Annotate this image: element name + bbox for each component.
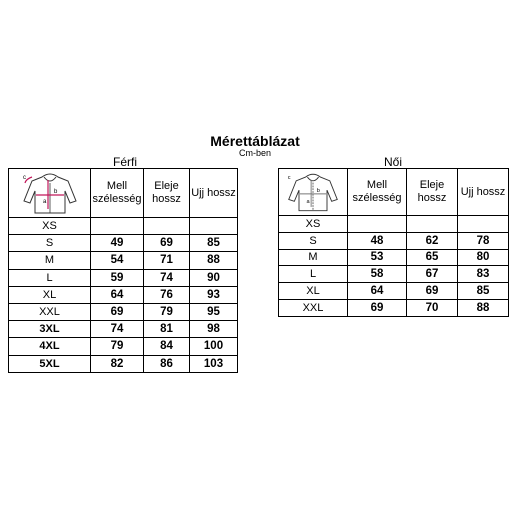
table-row xyxy=(279,216,509,233)
size-cell: XS xyxy=(279,216,348,233)
value-cell: 93 xyxy=(190,286,238,303)
chart-subtitle: Cm-ben xyxy=(238,148,271,158)
value-cell xyxy=(458,216,509,233)
table-row xyxy=(279,283,509,300)
value-cell: 69 xyxy=(144,235,190,252)
value-cell: 69 xyxy=(91,303,144,320)
table-row xyxy=(9,286,238,303)
value-cell: 70 xyxy=(407,299,458,316)
value-cell: 103 xyxy=(190,355,238,372)
men-section-label: Férfi xyxy=(113,155,137,169)
value-cell: 64 xyxy=(348,283,407,300)
diagram-letter-b: b xyxy=(53,189,57,195)
table-row xyxy=(9,252,238,269)
women-section-label: Női xyxy=(383,155,402,169)
value-cell: 65 xyxy=(407,249,458,266)
value-cell: 53 xyxy=(348,249,407,266)
value-cell: 98 xyxy=(190,321,238,338)
table-row xyxy=(9,338,238,355)
value-cell: 82 xyxy=(91,355,144,372)
size-cell: S xyxy=(279,232,348,249)
table-row xyxy=(9,355,238,372)
men-header-chest: Mell szélesség xyxy=(91,169,144,218)
table-row xyxy=(279,232,509,249)
size-cell: XL xyxy=(279,283,348,300)
value-cell: 84 xyxy=(144,338,190,355)
value-cell: 81 xyxy=(144,321,190,338)
women-header-length: Eleje hossz xyxy=(407,169,458,216)
diagram-letter-b: b xyxy=(316,188,320,194)
value-cell: 69 xyxy=(348,299,407,316)
value-cell: 59 xyxy=(91,269,144,286)
value-cell: 76 xyxy=(144,286,190,303)
value-cell: 90 xyxy=(190,269,238,286)
value-cell xyxy=(348,216,407,233)
men-header-sleeve: Ujj hossz xyxy=(190,169,238,218)
value-cell: 85 xyxy=(458,283,509,300)
size-cell: 3XL xyxy=(9,321,91,338)
value-cell: 54 xyxy=(91,252,144,269)
diagram-letter-c: c xyxy=(22,175,26,181)
table-row xyxy=(279,266,509,283)
value-cell: 69 xyxy=(407,283,458,300)
value-cell: 88 xyxy=(190,252,238,269)
table-row xyxy=(279,249,509,266)
size-cell: XS xyxy=(9,218,91,235)
women-header-sleeve: Ujj hossz xyxy=(458,169,509,216)
value-cell: 78 xyxy=(458,232,509,249)
size-cell: XL xyxy=(9,286,91,303)
value-cell: 71 xyxy=(144,252,190,269)
size-cell: M xyxy=(9,252,91,269)
value-cell: 83 xyxy=(458,266,509,283)
table-row xyxy=(279,299,509,316)
women-header-row xyxy=(279,169,509,216)
value-cell: 86 xyxy=(144,355,190,372)
value-cell: 48 xyxy=(348,232,407,249)
value-cell xyxy=(407,216,458,233)
value-cell: 67 xyxy=(407,266,458,283)
men-header-row xyxy=(9,169,238,218)
men-size-table xyxy=(8,168,238,373)
size-cell: M xyxy=(279,249,348,266)
value-cell: 62 xyxy=(407,232,458,249)
value-cell: 79 xyxy=(144,303,190,320)
size-cell: L xyxy=(9,269,91,286)
hoodie-measurement-icon xyxy=(20,171,80,215)
value-cell: 79 xyxy=(91,338,144,355)
value-cell xyxy=(144,218,190,235)
chart-title: Mérettáblázat xyxy=(210,133,300,149)
diagram-letter-a: a xyxy=(306,199,310,206)
men-diagram-cell xyxy=(9,169,91,218)
value-cell: 74 xyxy=(91,321,144,338)
table-row xyxy=(9,218,238,235)
women-size-table xyxy=(278,168,509,317)
value-cell: 74 xyxy=(144,269,190,286)
table-row xyxy=(9,235,238,252)
diagram-letter-a: a xyxy=(42,199,46,205)
hoodie-measurement-icon xyxy=(285,171,341,213)
women-header-chest: Mell szélesség xyxy=(348,169,407,216)
table-row xyxy=(9,303,238,320)
value-cell: 80 xyxy=(458,249,509,266)
size-cell: 4XL xyxy=(9,338,91,355)
value-cell: 49 xyxy=(91,235,144,252)
value-cell: 100 xyxy=(190,338,238,355)
value-cell xyxy=(190,218,238,235)
value-cell: 85 xyxy=(190,235,238,252)
men-header-length: Eleje hossz xyxy=(144,169,190,218)
size-cell: S xyxy=(9,235,91,252)
value-cell xyxy=(91,218,144,235)
value-cell: 64 xyxy=(91,286,144,303)
size-cell: L xyxy=(279,266,348,283)
value-cell: 58 xyxy=(348,266,407,283)
women-diagram-cell xyxy=(279,169,348,216)
table-row xyxy=(9,269,238,286)
diagram-letter-c: c xyxy=(287,174,291,181)
value-cell: 95 xyxy=(190,303,238,320)
size-cell: XXL xyxy=(9,303,91,320)
size-cell: XXL xyxy=(279,299,348,316)
size-cell: 5XL xyxy=(9,355,91,372)
table-row xyxy=(9,321,238,338)
value-cell: 88 xyxy=(458,299,509,316)
